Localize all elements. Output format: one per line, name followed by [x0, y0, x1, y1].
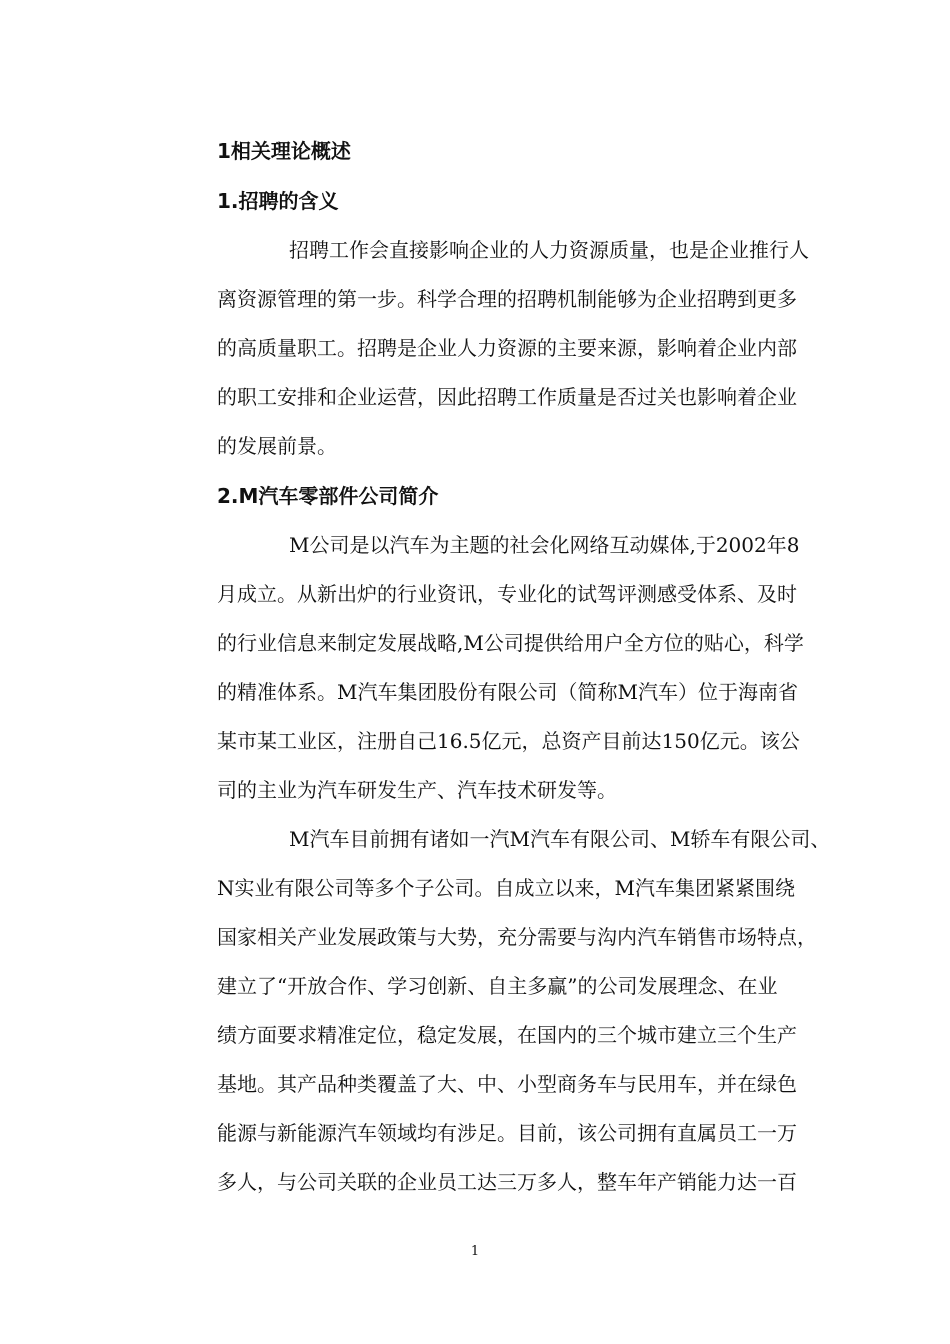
section-2-title: 2.M汽车零部件公司简介 — [217, 484, 439, 508]
text-line: 司的主业为汽车研发生产、汽车技术研发等。 — [217, 778, 617, 802]
text-line: 招聘工作会直接影响企业的人力资源质量，也是企业推行人 — [289, 238, 809, 262]
text-line: 的精准体系。M汽车集团股份有限公司（简称M汽车）位于海南省 — [217, 680, 798, 704]
text-line: 的行业信息来制定发展战略,M公司提供给用户全方位的贴心，科学 — [217, 631, 804, 655]
section-1-paragraph — [145, 226, 809, 471]
page-number: 1 — [470, 1244, 480, 1259]
text-line: 离资源管理的第一步。科学合理的招聘机制能够为企业招聘到更多 — [217, 287, 797, 311]
text-line: 的职工安排和企业运营，因此招聘工作质量是否过关也影响着企业 — [217, 385, 797, 409]
text-line: M汽车目前拥有诸如一汽M汽车有限公司、M轿车有限公司、 — [289, 827, 831, 851]
section-1-title: 1.招聘的含义 — [217, 189, 339, 213]
text-line: 绩方面要求精准定位，稳定发展，在国内的三个城市建立三个生产 — [217, 1023, 797, 1047]
section-2-paragraph-1 — [145, 521, 809, 815]
section-2-paragraph-2 — [145, 815, 831, 1207]
text-line: 某市某工业区，注册自己16.5亿元，总资产目前达150亿元。该公 — [217, 729, 800, 753]
text-line: 国家相关产业发展政策与大势，充分需要与沟内汽车销售市场特点， — [217, 925, 817, 949]
document-body — [145, 126, 831, 1207]
text-line: N实业有限公司等多个子公司。自成立以来，M汽车集团紧紧围绕 — [217, 876, 795, 900]
chapter-heading: 1相关理论概述 — [217, 139, 351, 163]
text-line: M公司是以汽车为主题的社会化网络互动媒体,于2002年8 — [289, 533, 800, 557]
text-line: 多人，与公司关联的企业员工达三万多人，整车年产销能力达一百 — [217, 1170, 797, 1194]
text-line: 的发展前景。 — [217, 434, 337, 458]
text-line: 的高质量职工。招聘是企业人力资源的主要来源，影响着企业内部 — [217, 336, 797, 360]
text-line: 建立了“开放合作、学习创新、自主多赢”的公司发展理念、在业 — [217, 974, 778, 998]
text-line: 月成立。从新出炉的行业资讯，专业化的试驾评测感受体系、及时 — [217, 582, 797, 606]
text-line: 能源与新能源汽车领域均有涉足。目前，该公司拥有直属员工一万 — [217, 1121, 797, 1145]
text-line: 基地。其产品种类覆盖了大、中、小型商务车与民用车，并在绿色 — [217, 1072, 797, 1096]
